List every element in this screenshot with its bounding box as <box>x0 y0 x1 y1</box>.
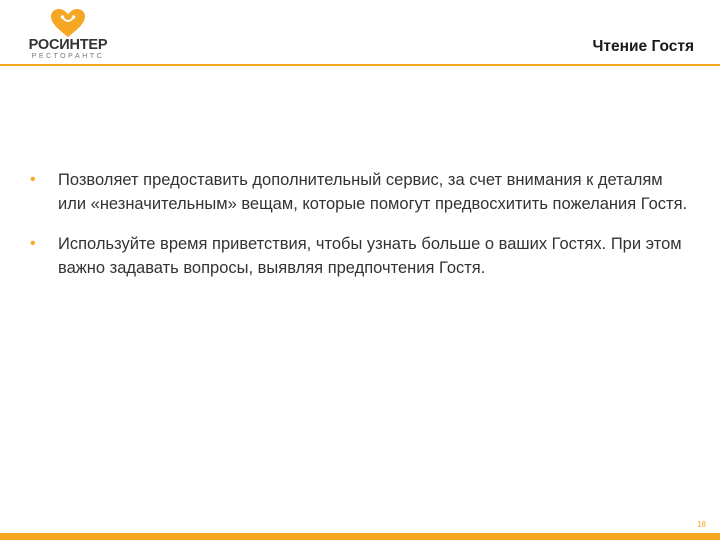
bullet-item <box>28 168 688 216</box>
brand-logo <box>28 8 108 62</box>
footer-bar <box>0 533 720 540</box>
bullet-list <box>28 168 688 296</box>
logo-subtext: РЕСТОРАНТС <box>31 53 105 60</box>
header-divider <box>0 64 720 66</box>
bullet-marker: • <box>30 171 36 188</box>
page-number: 18 <box>697 520 706 529</box>
bullet-marker: • <box>30 235 36 252</box>
slide-title: Чтение Гостя <box>592 38 694 55</box>
bullet-text: Позволяет предоставить дополнительный сервис, за счет внимания к деталям или «незначительным» вещам, которые помогут предвосхитить пожелания Гостя. <box>58 171 688 213</box>
logo-wordmark: РОСИНТЕР <box>28 37 108 53</box>
bullet-item <box>28 232 688 280</box>
bullet-text: Используйте время приветствия, чтобы узнать больше о ваших Гостях. При этом важно задавать вопросы, выявляя предпочтения Гостя. <box>58 235 682 277</box>
heart-logo-icon <box>50 8 86 38</box>
